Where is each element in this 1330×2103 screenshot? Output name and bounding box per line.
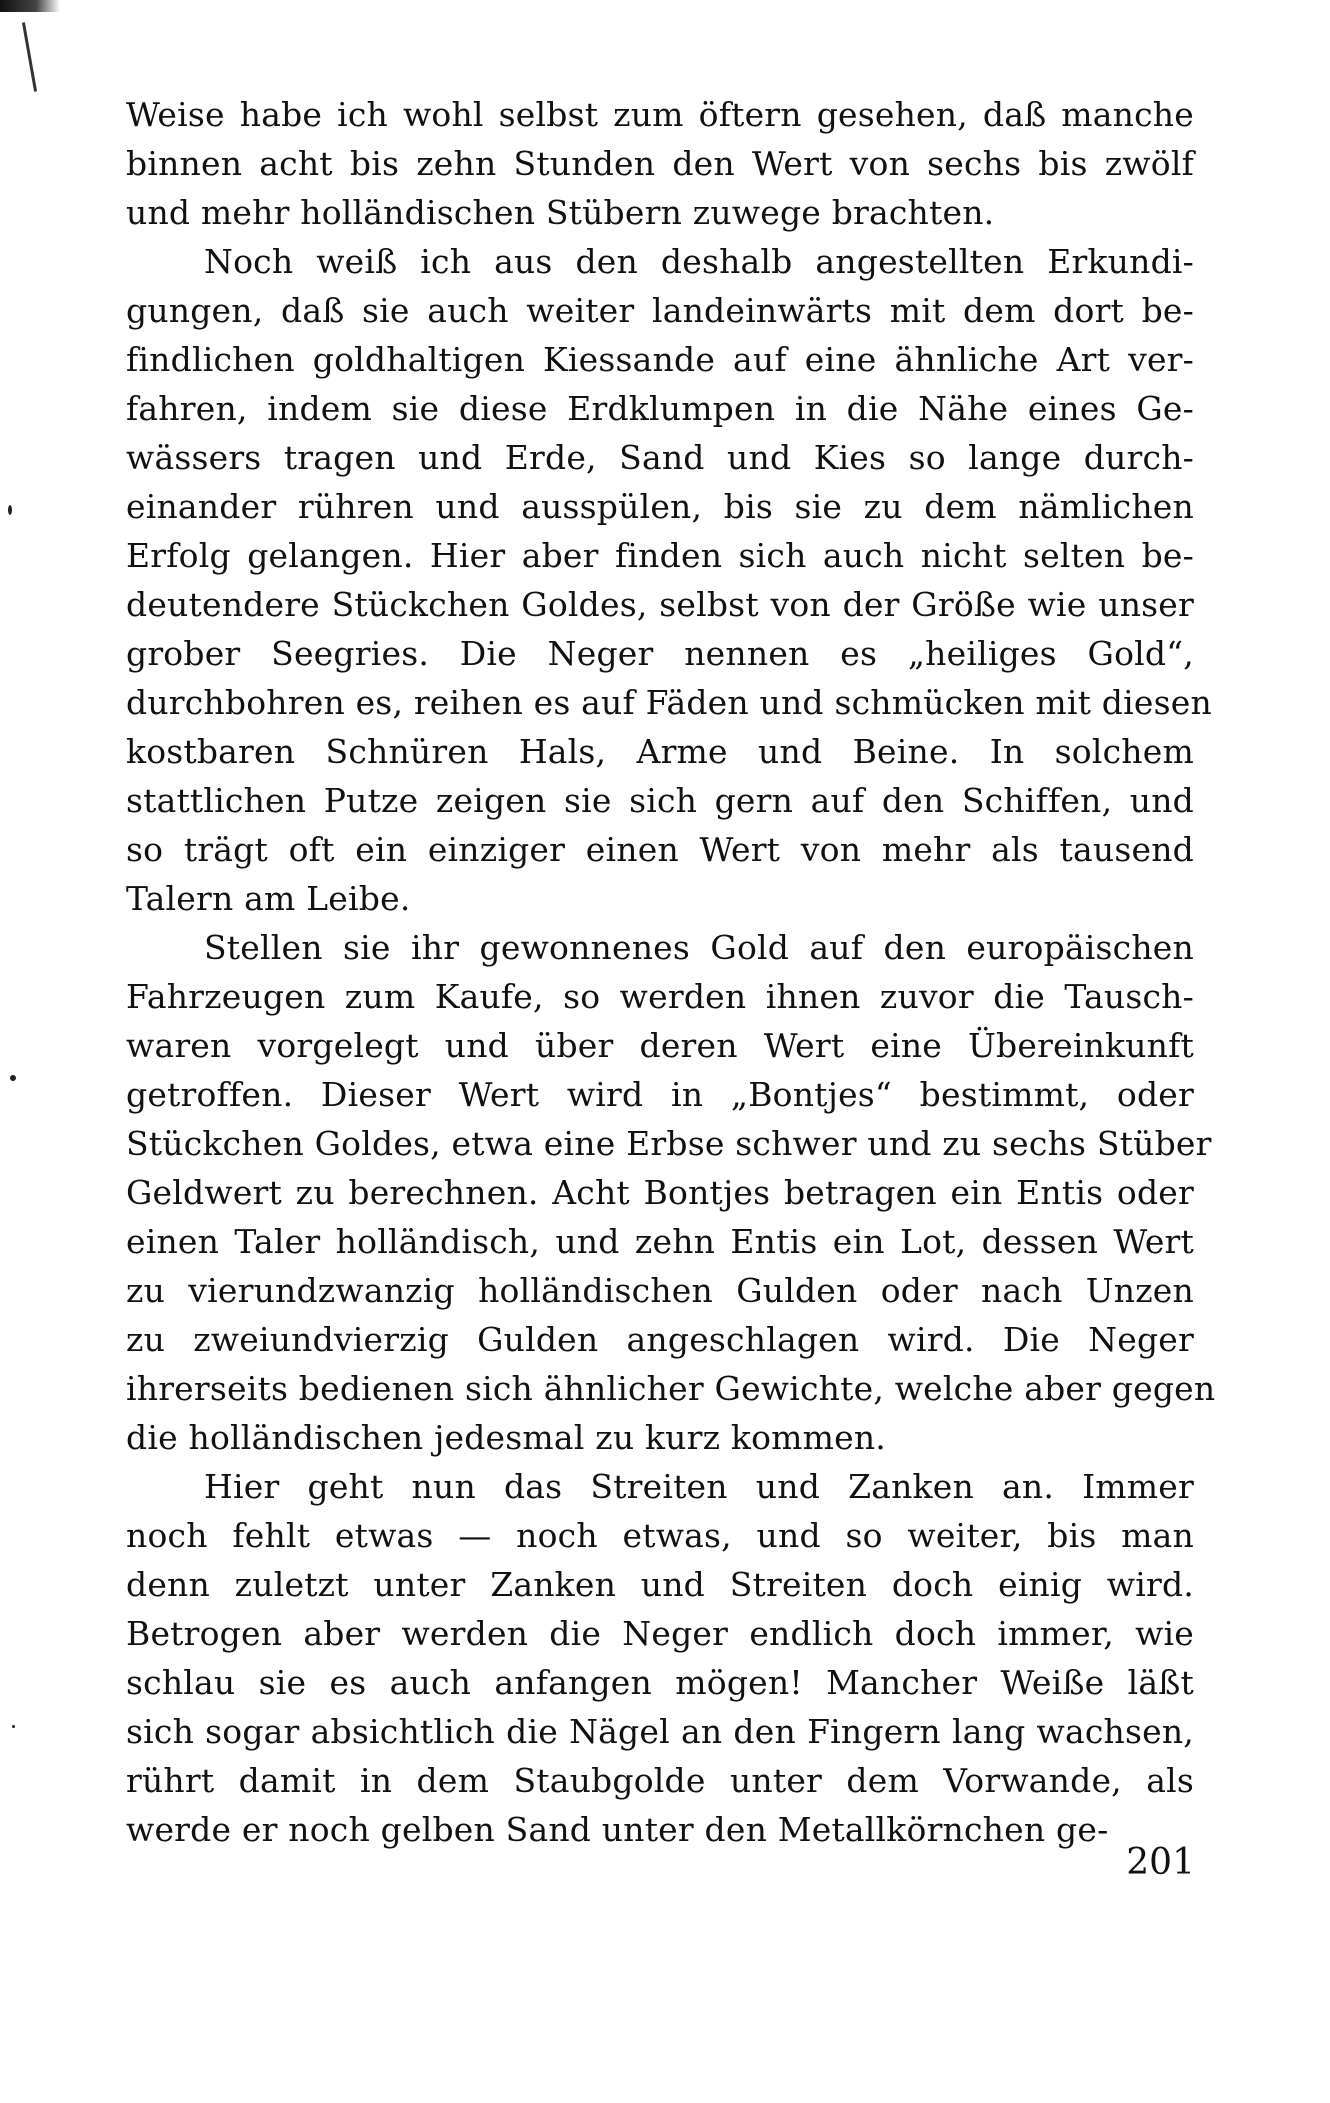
- text-line: Hier geht nun das Streiten und Zanken an. Immer: [204, 1467, 1194, 1506]
- scan-corner-mark: [0, 0, 60, 12]
- text-line: getroffen. Dieser Wert wird in „Bontjes“ bestimmt, oder: [126, 1075, 1194, 1114]
- paragraph: [126, 237, 1212, 923]
- text-line: findlichen goldhaltigen Kiessande auf eine ähnliche Art ver-: [126, 340, 1194, 379]
- text-line: denn zuletzt unter Zanken und Streiten doch einig wird.: [126, 1565, 1194, 1604]
- text-line: stattlichen Putze zeigen sie sich gern auf den Schiffen, und: [126, 781, 1194, 820]
- text-line: einen Taler holländisch, und zehn Entis ein Lot, dessen Wert: [126, 1222, 1194, 1261]
- text-line: sich sogar absichtlich die Nägel an den Fingern lang wachsen,: [126, 1712, 1194, 1751]
- paragraph: [126, 923, 1216, 1462]
- text-line: Weise habe ich wohl selbst zum öftern gesehen, daß manche: [126, 95, 1194, 134]
- text-line: zu vierundzwanzig holländischen Gulden oder nach Unzen: [126, 1271, 1194, 1310]
- scan-speck: [12, 1725, 15, 1728]
- text-line: wässers tragen und Erde, Sand und Kies so lange durch-: [126, 438, 1194, 477]
- text-line: Stellen sie ihr gewonnenes Gold auf den europäischen: [204, 928, 1194, 967]
- text-line: ihrerseits bedienen sich ähnlicher Gewichte, welche aber gegen: [126, 1369, 1216, 1408]
- text-line: rührt damit in dem Staubgolde unter dem Vorwande, als: [126, 1761, 1194, 1800]
- text-line: zu zweiundvierzig Gulden angeschlagen wird. Die Neger: [126, 1320, 1194, 1359]
- text-line: Fahrzeugen zum Kaufe, so werden ihnen zuvor die Tausch-: [126, 977, 1194, 1016]
- page-number: 201: [1126, 1842, 1195, 1883]
- scan-speck: [8, 505, 12, 515]
- text-line: Stückchen Goldes, etwa eine Erbse schwer und zu sechs Stüber: [126, 1124, 1212, 1163]
- body-text: [126, 90, 1216, 1854]
- text-line: werde er noch gelben Sand unter den Metallkörnchen ge-: [126, 1810, 1109, 1849]
- scan-speck: [10, 1075, 16, 1081]
- paragraph: [126, 90, 1194, 237]
- text-line: Betrogen aber werden die Neger endlich doch immer, wie: [126, 1614, 1194, 1653]
- text-line: fahren, indem sie diese Erdklumpen in die Nähe eines Ge-: [126, 389, 1194, 428]
- text-line: durchbohren es, reihen es auf Fäden und schmücken mit diesen: [126, 683, 1212, 722]
- text-line: einander rühren und ausspülen, bis sie zu dem nämlichen: [126, 487, 1194, 526]
- text-line: binnen acht bis zehn Stunden den Wert von sechs bis zwölf: [126, 144, 1194, 183]
- text-line: die holländischen jedesmal zu kurz kommen.: [126, 1418, 886, 1457]
- text-line: gungen, daß sie auch weiter landeinwärts mit dem dort be-: [126, 291, 1194, 330]
- text-line: waren vorgelegt und über deren Wert eine Übereinkunft: [126, 1026, 1194, 1065]
- paragraph: [126, 1462, 1194, 1854]
- text-line: und mehr holländischen Stübern zuwege brachten.: [126, 193, 995, 232]
- text-line: schlau sie es auch anfangen mögen! Mancher Weiße läßt: [126, 1663, 1194, 1702]
- scan-edge-stroke: [22, 22, 37, 91]
- text-line: Erfolg gelangen. Hier aber finden sich auch nicht selten be-: [126, 536, 1194, 575]
- text-line: noch fehlt etwas — noch etwas, und so weiter, bis man: [126, 1516, 1194, 1555]
- text-line: Noch weiß ich aus den deshalb angestellten Erkundi-: [204, 242, 1194, 281]
- text-line: grober Seegries. Die Neger nennen es „heiliges Gold“,: [126, 634, 1194, 673]
- text-line: so trägt oft ein einziger einen Wert von mehr als tausend: [126, 830, 1194, 869]
- text-line: Talern am Leibe.: [126, 879, 411, 918]
- text-line: Geldwert zu berechnen. Acht Bontjes betragen ein Entis oder: [126, 1173, 1194, 1212]
- text-line: deutendere Stückchen Goldes, selbst von der Größe wie unser: [126, 585, 1194, 624]
- text-line: kostbaren Schnüren Hals, Arme und Beine. In solchem: [126, 732, 1194, 771]
